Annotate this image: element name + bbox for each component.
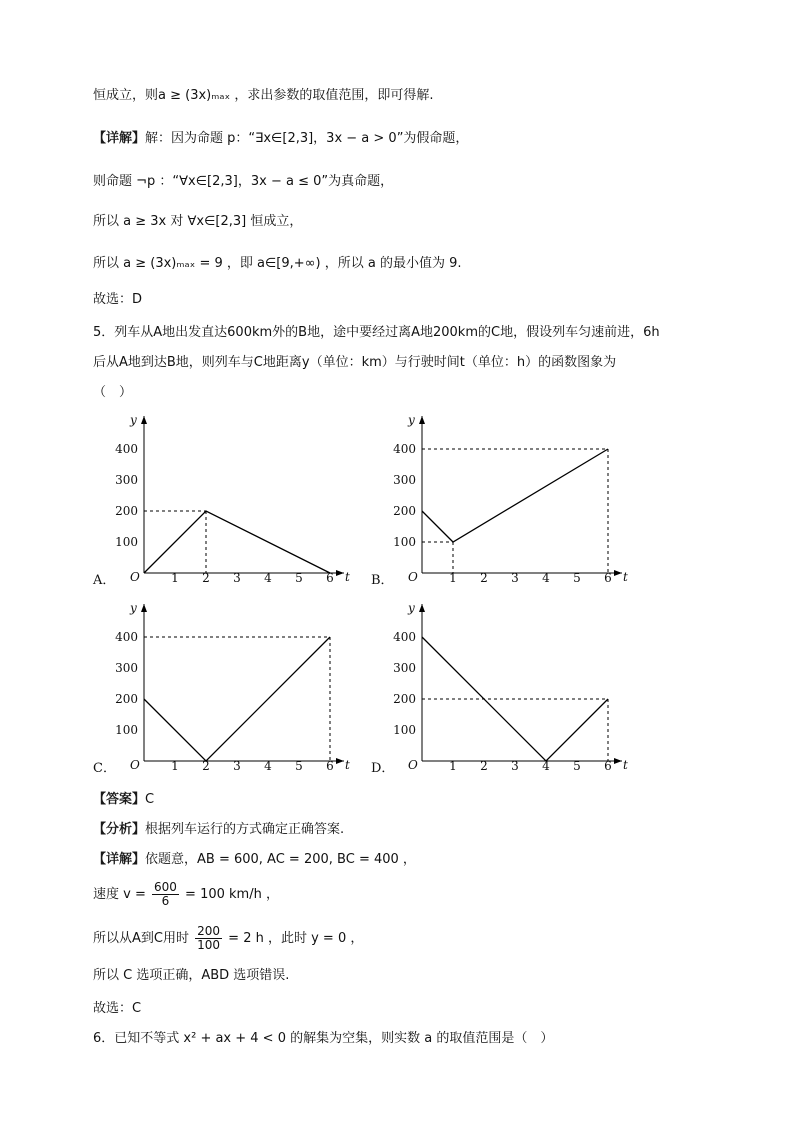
time-prefix: 所以从A到C用时 <box>93 931 189 946</box>
detail-tag-2: 【详解】 <box>93 852 146 867</box>
x-tick-label: 3 <box>233 571 241 585</box>
x-axis-arrow <box>614 758 622 764</box>
x-tick-label: 6 <box>604 759 612 773</box>
graph-option-b <box>390 408 636 586</box>
origin-label: O <box>408 758 418 772</box>
y-tick-label: 300 <box>393 473 416 487</box>
x-tick-label: 4 <box>264 759 272 773</box>
x-axis-arrow <box>614 570 622 576</box>
detail-text-2: 依题意，AB = 600, AC = 200, BC = 400 ， <box>145 852 416 867</box>
speed-fraction <box>152 881 179 908</box>
time-denominator: 100 <box>197 938 221 952</box>
analysis-text: 根据列车运行的方式确定正确答案. <box>145 822 345 837</box>
series-line <box>422 449 608 542</box>
x-tick-label: 2 <box>202 571 210 585</box>
time-fraction <box>195 925 222 952</box>
time-line <box>93 925 363 953</box>
y-tick-label: 300 <box>393 661 416 675</box>
origin-label: O <box>408 570 418 584</box>
choose-c-line: 故选：C <box>93 1001 142 1016</box>
analysis-line <box>93 820 344 840</box>
graph-option-a <box>112 408 358 586</box>
x-tick-label: 3 <box>511 759 519 773</box>
answer-tag: 【答案】 <box>93 792 146 807</box>
y-axis-arrow <box>419 604 425 612</box>
conclusion-line: 所以 C 选项正确，ABD 选项错误. <box>93 968 290 983</box>
y-axis-arrow <box>141 604 147 612</box>
answer-line <box>93 790 154 810</box>
x-axis-label: t <box>623 570 628 584</box>
question-5-line-3: （ ） <box>93 385 133 400</box>
x-tick-label: 1 <box>449 759 457 773</box>
x-tick-label: 1 <box>171 759 179 773</box>
detail-line-1 <box>93 129 468 149</box>
option-a-label: A． <box>93 573 116 588</box>
origin-label: O <box>130 570 140 584</box>
x-tick-label: 3 <box>511 571 519 585</box>
graph-option-c <box>112 596 358 774</box>
answer-value: C <box>145 792 155 807</box>
x-axis-label: t <box>623 758 628 772</box>
x-tick-label: 5 <box>295 759 303 773</box>
y-tick-label: 200 <box>393 692 416 706</box>
y-axis-arrow <box>419 416 425 424</box>
y-axis-label: y <box>130 413 137 427</box>
x-tick-label: 5 <box>295 571 303 585</box>
x-tick-label: 5 <box>573 759 581 773</box>
text-line-3: 则命题 ¬p ：“∀x∈[2,3]，3x − a ≤ 0”为真命题， <box>93 174 394 189</box>
y-tick-label: 300 <box>115 473 138 487</box>
detail-tag: 【详解】 <box>93 131 146 146</box>
x-tick-label: 6 <box>326 759 334 773</box>
x-axis-label: t <box>345 570 350 584</box>
option-b-label: B． <box>371 573 394 588</box>
x-tick-label: 2 <box>202 759 210 773</box>
x-tick-label: 3 <box>233 759 241 773</box>
x-tick-label: 2 <box>480 571 488 585</box>
series-line <box>144 511 330 573</box>
y-tick-label: 400 <box>115 630 138 644</box>
x-tick-label: 4 <box>264 571 272 585</box>
y-axis-label: y <box>408 413 415 427</box>
analysis-tag: 【分析】 <box>93 822 146 837</box>
text-line-1: 恒成立，则a ≥ (3x)ₘₐₓ ，求出参数的取值范围，即可得解. <box>93 88 434 103</box>
y-tick-label: 200 <box>115 504 138 518</box>
y-tick-label: 400 <box>115 442 138 456</box>
choose-d-line: 故选：D <box>93 292 143 307</box>
graph-option-d <box>390 596 636 774</box>
y-tick-label: 100 <box>115 723 138 737</box>
speed-numerator: 600 <box>154 880 177 894</box>
speed-suffix: = 100 km/h ， <box>185 887 279 902</box>
origin-label: O <box>130 758 140 772</box>
x-tick-label: 5 <box>573 571 581 585</box>
x-tick-label: 4 <box>542 571 550 585</box>
series-line <box>144 637 330 761</box>
x-tick-label: 4 <box>542 759 550 773</box>
detail-line-2 <box>93 850 416 870</box>
question-5-line-1: 5．列车从A地出发直达600km外的B地，途中要经过离A地200km的C地，假设列车匀速前进，6h <box>93 325 660 340</box>
x-axis-arrow <box>336 758 344 764</box>
option-d-label: D． <box>371 761 395 776</box>
speed-prefix: 速度 v = <box>93 887 146 902</box>
speed-line <box>93 881 279 909</box>
time-suffix: = 2 h ，此时 y = 0 ， <box>228 931 364 946</box>
y-tick-label: 200 <box>393 504 416 518</box>
y-tick-label: 400 <box>393 630 416 644</box>
x-tick-label: 1 <box>449 571 457 585</box>
y-tick-label: 100 <box>393 723 416 737</box>
y-axis-arrow <box>141 416 147 424</box>
y-axis-label: y <box>408 601 415 615</box>
y-tick-label: 200 <box>115 692 138 706</box>
question-5-line-2: 后从A地到达B地，则列车与C地距离y（单位：km）与行驶时间t（单位：h）的函数图象为 <box>93 355 617 370</box>
time-numerator: 200 <box>197 924 221 938</box>
text-line-4: 所以 a ≥ 3x 对 ∀x∈[2,3] 恒成立， <box>93 214 303 229</box>
speed-denominator: 6 <box>161 894 170 908</box>
x-tick-label: 6 <box>326 571 334 585</box>
question-6-line: 6．已知不等式 x² + ax + 4 < 0 的解集为空集，则实数 a 的取值范围是（ ） <box>93 1031 554 1046</box>
detail-text: 解：因为命题 p：“∃x∈[2,3]，3x − a > 0”为假命题， <box>145 131 469 146</box>
x-tick-label: 6 <box>604 571 612 585</box>
x-axis-label: t <box>345 758 350 772</box>
y-tick-label: 100 <box>393 535 416 549</box>
y-tick-label: 300 <box>115 661 138 675</box>
x-tick-label: 2 <box>480 759 488 773</box>
y-axis-label: y <box>130 601 137 615</box>
y-tick-label: 100 <box>115 535 138 549</box>
x-tick-label: 1 <box>171 571 179 585</box>
text-line-5: 所以 a ≥ (3x)ₘₐₓ = 9 ，即 a∈[9,+∞) ，所以 a 的最小值为 9. <box>93 256 462 271</box>
x-axis-arrow <box>336 570 344 576</box>
y-tick-label: 400 <box>393 442 416 456</box>
option-c-label: C． <box>93 761 116 776</box>
